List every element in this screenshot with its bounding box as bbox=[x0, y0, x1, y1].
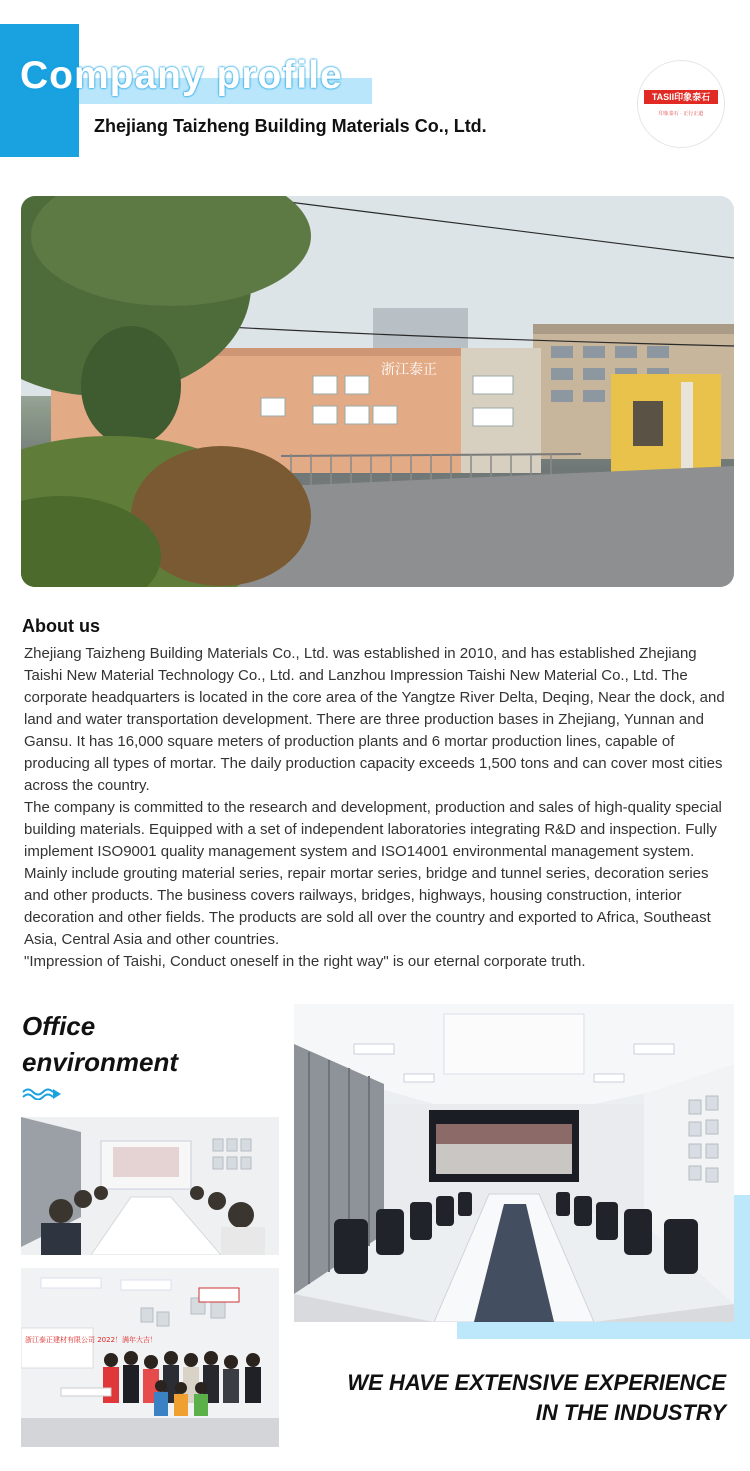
experience-slogan bbox=[306, 1368, 726, 1428]
double-wave-arrow-icon bbox=[22, 1086, 62, 1105]
team-group-photo bbox=[21, 1268, 279, 1447]
logo-tagline: 印象泰石 · 正行正道 bbox=[658, 111, 704, 117]
logo-badge: TASII印象泰石 bbox=[644, 90, 718, 104]
about-us-heading: About us bbox=[22, 616, 100, 636]
about-paragraph: Zhejiang Taizheng Building Materials Co., Ltd. was established in 2010, and has established Zhejiang Taishi New Material Technology Co., Ltd. and Lanzhou Impression Taishi New Material Co., Ltd. The corporate headquarters is located in the core area of the Yangtze River Delta, Deqing, Near the dock, and land and water transportation development. There are three production bases in Zhejiang, Yunnan and Gansu. It has 16,000 square meters of production plants and 6 mortar production lines, capable of producing all types of mortar. The daily production capacity exceeds 1,500 tons and can cover most cities across the country. bbox=[24, 645, 725, 794]
factory-sign: 浙江泰正 bbox=[381, 362, 437, 378]
meeting-photo bbox=[21, 1117, 279, 1255]
photo-banner-text: 浙江泰正建材有限公司 2022！满年大吉！ bbox=[25, 1336, 158, 1344]
about-paragraph: "Impression of Taishi, Conduct oneself in the right way" is our eternal corporate truth. bbox=[24, 953, 586, 970]
page-title: Company profile bbox=[20, 54, 343, 97]
office-environment-heading bbox=[22, 1008, 178, 1080]
conference-room-photo bbox=[294, 1004, 734, 1322]
office-title-line1: Office bbox=[22, 1011, 96, 1041]
about-us-text bbox=[24, 643, 736, 973]
office-title-line2: environment bbox=[22, 1047, 179, 1077]
factory-photo bbox=[21, 196, 734, 587]
slogan-line2: IN THE INDUSTRY bbox=[535, 1400, 726, 1425]
company-name: Zhejiang Taizheng Building Materials Co., Ltd. bbox=[94, 116, 487, 136]
about-paragraph: The company is committed to the research and development, production and sales of high-quality special building materials. Equipped with a set of independent laboratories integrating R&D and inspection. Fully implement ISO9001 quality management system and ISO14001 environmental management system. Mainly include grouting material series, repair mortar series, bridge and tunnel series, decoration series and other products. The business covers railways, bridges, highways, housing construction, interior decoration and other fields. The products are sold all over the country and exported to Africa, Southeast Asia, Central Asia and other countries. bbox=[24, 799, 722, 948]
factory-illustration bbox=[21, 196, 734, 587]
company-logo bbox=[637, 60, 725, 148]
slogan-line1: WE HAVE EXTENSIVE EXPERIENCE bbox=[347, 1370, 726, 1395]
